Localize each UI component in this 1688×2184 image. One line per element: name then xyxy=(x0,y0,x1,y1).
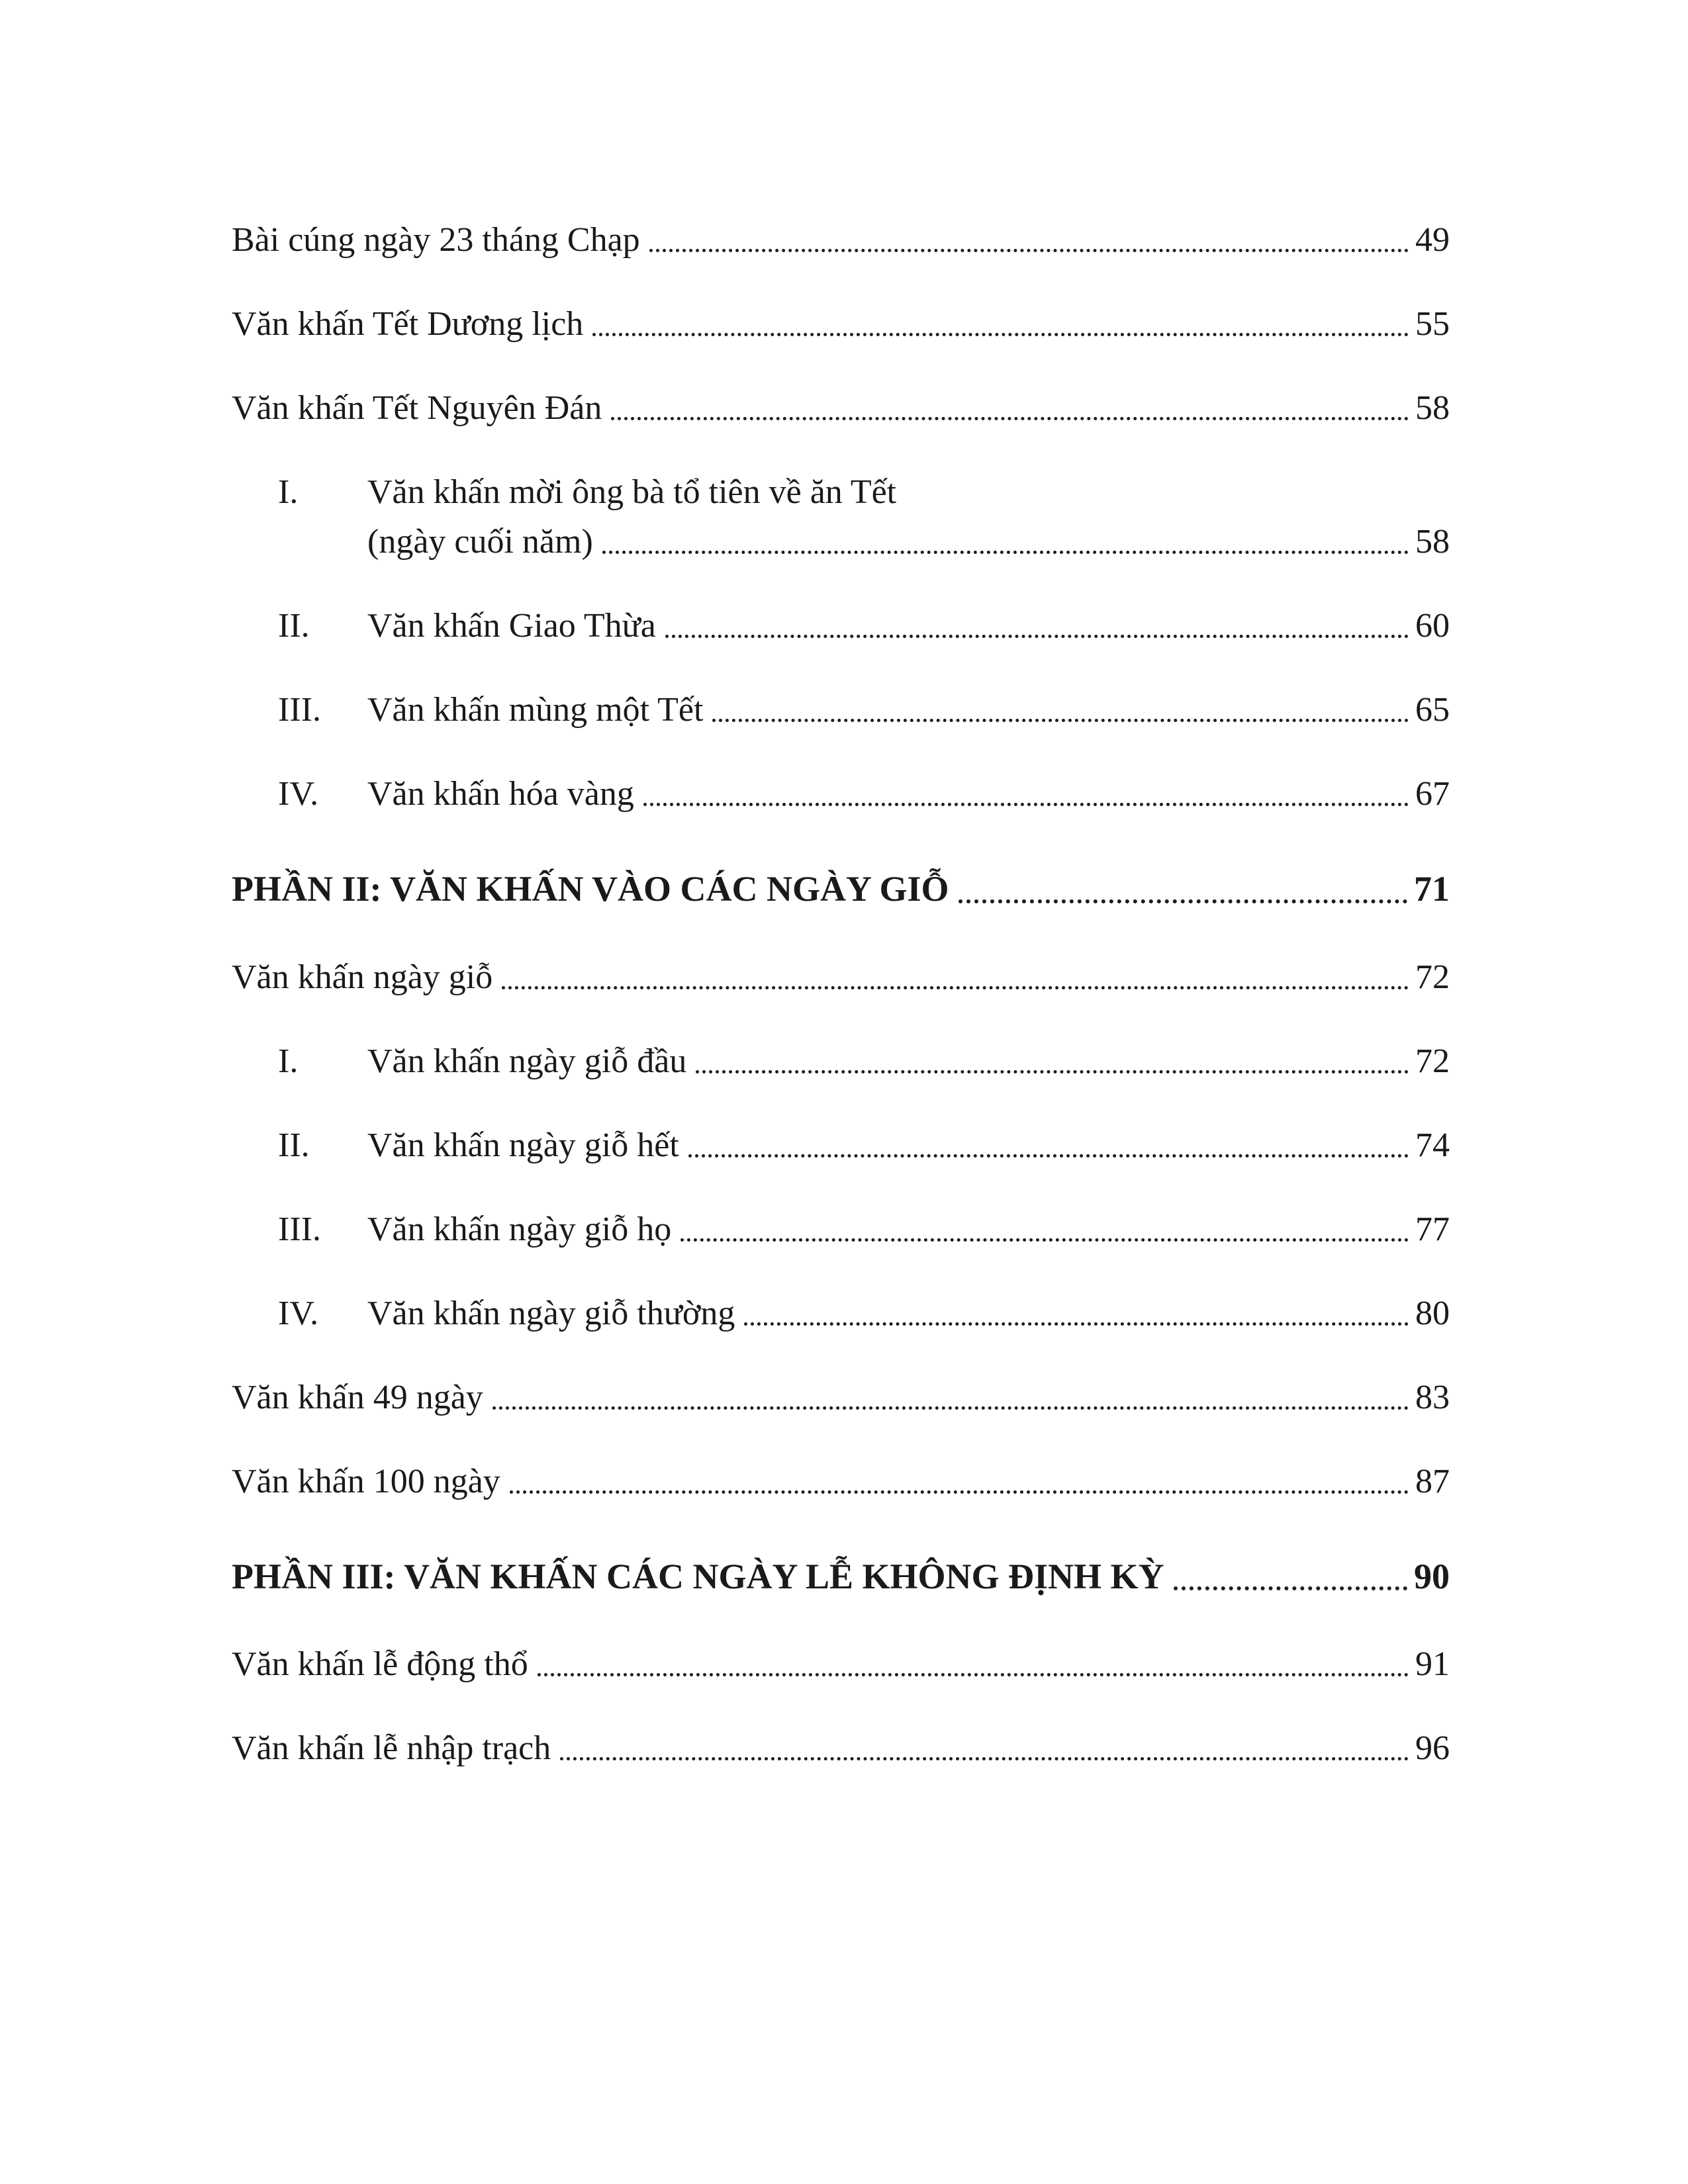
dot-leader xyxy=(696,1070,1409,1073)
entry-numeral: IV. xyxy=(278,775,319,813)
entry-label: Văn khấn 100 ngày xyxy=(232,1462,500,1500)
entry-label: Văn khấn ngày giỗ hết xyxy=(367,1126,679,1164)
dot-leader xyxy=(492,1406,1409,1410)
toc-entry-row xyxy=(278,1124,1450,1167)
entry-label: Văn khấn lễ động thổ xyxy=(232,1645,528,1683)
entry-label: Bài cúng ngày 23 tháng Chạp xyxy=(232,221,640,259)
toc-entry-row xyxy=(232,1727,1450,1770)
entry-page-number: 49 xyxy=(1415,221,1450,259)
toc-entry-row xyxy=(232,302,1450,345)
entry-label: Văn khấn ngày giỗ thường xyxy=(367,1294,735,1332)
toc-list xyxy=(232,218,1450,1770)
entry-numeral: I. xyxy=(278,473,299,511)
dot-leader xyxy=(611,417,1409,420)
entry-numeral: II. xyxy=(278,607,310,645)
dot-leader xyxy=(688,1154,1409,1158)
entry-page-number: 67 xyxy=(1415,775,1450,813)
entry-page-number: 87 xyxy=(1415,1462,1450,1500)
entry-numeral: III. xyxy=(278,691,321,729)
entry-page-number: 77 xyxy=(1415,1210,1450,1248)
entry-label: Văn khấn ngày giỗ họ xyxy=(367,1210,672,1248)
entry-label: (ngày cuối năm) xyxy=(367,523,593,561)
entry-numeral: III. xyxy=(278,1210,321,1248)
dot-leader xyxy=(502,986,1409,989)
toc-section-row xyxy=(232,1555,1450,1600)
toc-entry-row xyxy=(278,688,1450,731)
dot-leader xyxy=(680,1238,1409,1242)
toc-entry-row xyxy=(278,772,1450,815)
dot-leader xyxy=(592,333,1409,336)
dot-leader xyxy=(510,1490,1409,1494)
dot-leader xyxy=(665,635,1409,638)
entry-numeral: II. xyxy=(278,1126,310,1164)
toc-entry-row xyxy=(232,956,1450,999)
entry-page-number: 55 xyxy=(1415,305,1450,343)
entry-page-number: 72 xyxy=(1415,1042,1450,1080)
entry-page-number: 83 xyxy=(1415,1378,1450,1416)
section-title: PHẦN III: VĂN KHẤN CÁC NGÀY LỄ KHÔNG ĐỊNH KỲ xyxy=(232,1556,1164,1596)
entry-page-number: 80 xyxy=(1415,1294,1450,1332)
dot-leader xyxy=(744,1322,1409,1326)
dot-leader xyxy=(538,1673,1409,1676)
entry-label: Văn khấn mời ông bà tổ tiên về ăn Tết xyxy=(367,473,897,511)
entry-label: Văn khấn ngày giỗ xyxy=(232,958,493,996)
dot-leader xyxy=(1174,1586,1407,1590)
toc-entry-row xyxy=(232,1643,1450,1686)
dot-leader xyxy=(712,719,1409,722)
toc-entry-row xyxy=(278,471,1450,514)
toc-entry-row xyxy=(278,1292,1450,1335)
toc-entry-row xyxy=(232,218,1450,261)
entry-page-number: 72 xyxy=(1415,958,1450,996)
entry-page-number: 58 xyxy=(1415,389,1450,427)
entry-page-number: 91 xyxy=(1415,1645,1450,1683)
toc-entry-row xyxy=(232,1376,1450,1419)
entry-page-number: 74 xyxy=(1415,1126,1450,1164)
entry-label: Văn khấn Tết Nguyên Đán xyxy=(232,389,602,427)
entry-page-number: 58 xyxy=(1415,523,1450,561)
entry-numeral: IV. xyxy=(278,1294,319,1332)
dot-leader xyxy=(959,899,1407,903)
entry-label: Văn khấn ngày giỗ đầu xyxy=(367,1042,687,1080)
entry-label: Văn khấn Giao Thừa xyxy=(367,607,656,645)
entry-page-number: 96 xyxy=(1415,1729,1450,1767)
toc-entry-row xyxy=(278,1208,1450,1251)
entry-label: Văn khấn mùng một Tết xyxy=(367,691,704,729)
dot-leader xyxy=(649,249,1409,252)
toc-entry-row xyxy=(232,1460,1450,1503)
entry-label: Văn khấn lễ nhập trạch xyxy=(232,1729,551,1767)
section-title: PHẦN II: VĂN KHẤN VÀO CÁC NGÀY GIỖ xyxy=(232,869,949,909)
toc-section-row xyxy=(232,867,1450,912)
entry-page-number: 65 xyxy=(1415,691,1450,729)
dot-leader xyxy=(560,1757,1409,1760)
entry-page-number: 71 xyxy=(1414,869,1450,909)
toc-entry-row xyxy=(278,604,1450,647)
entry-label: Văn khấn Tết Dương lịch xyxy=(232,305,584,343)
toc-entry-row xyxy=(232,387,1450,430)
entry-label: Văn khấn hóa vàng xyxy=(367,775,634,813)
entry-label: Văn khấn 49 ngày xyxy=(232,1378,483,1416)
entry-numeral: I. xyxy=(278,1042,299,1080)
dot-leader xyxy=(602,551,1409,554)
dot-leader xyxy=(643,803,1409,806)
toc-entry-row xyxy=(367,520,1450,563)
entry-page-number: 60 xyxy=(1415,607,1450,645)
toc-entry-row xyxy=(278,1040,1450,1083)
entry-page-number: 90 xyxy=(1414,1556,1450,1596)
